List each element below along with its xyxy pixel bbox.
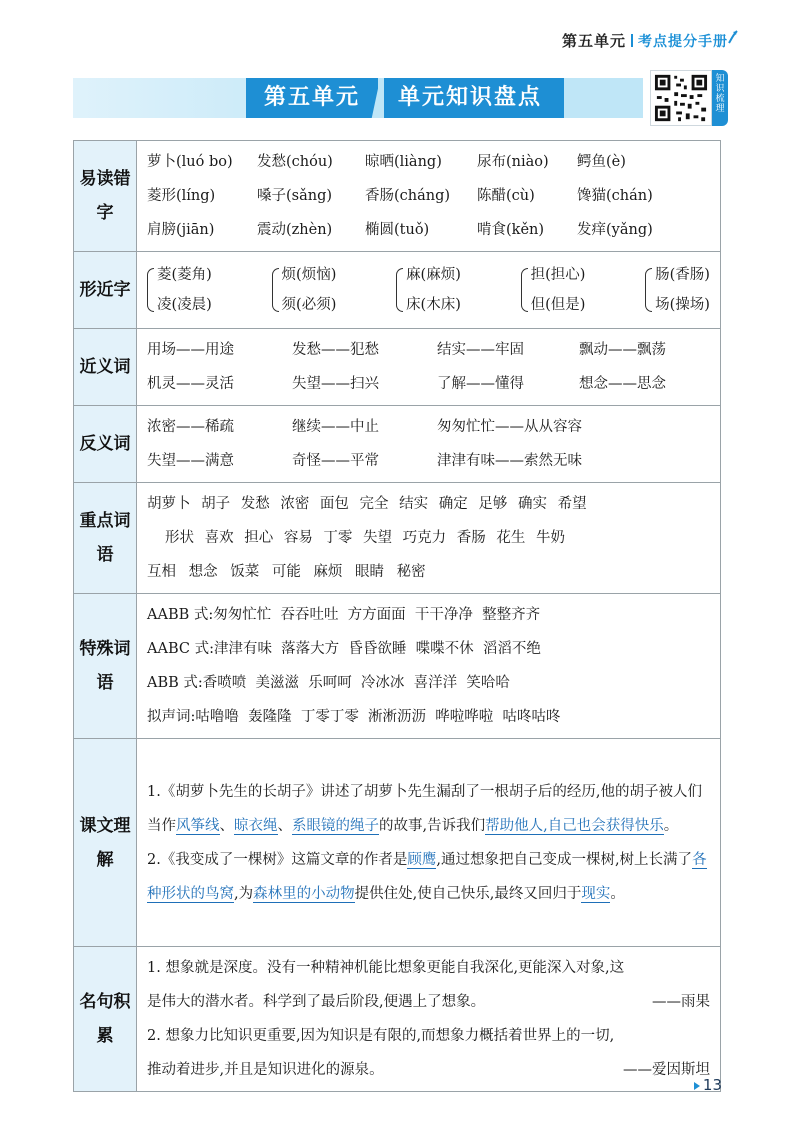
list-item: 想念——思念 [579, 376, 666, 392]
banner-unit: 第五单元 [246, 78, 378, 118]
kewen-paragraph-2: 2.《我变成了一棵树》这篇文章的作者是顾鹰,通过想象把自己变成一棵树,树上长满了各种形状的鸟窝,为森林里的小动物提供住处,使自己快乐,最终又回归于现实。 [147, 851, 707, 902]
row-fanyi [74, 406, 721, 483]
jinyi-line-2 [147, 367, 710, 401]
list-item: 须(必须) [281, 297, 337, 313]
triangle-icon [694, 1082, 700, 1090]
list-item: 萝卜(luó bo) [147, 154, 233, 170]
brace-icon [147, 268, 154, 312]
brace-icon [272, 268, 279, 312]
list-item: 凌(凌晨) [157, 297, 212, 313]
xingjin-pair-5 [645, 260, 710, 320]
content-teshu [137, 594, 721, 739]
row-yidu [74, 141, 721, 252]
list-item: 鳄鱼(è) [577, 154, 626, 170]
list-item: 尿布(niào) [477, 154, 549, 170]
row-xingjin [74, 252, 721, 329]
teshu-line-3: ABB 式:香喷喷 美滋滋 乐呵呵 冷冰冰 喜洋洋 笑哈哈 [147, 675, 510, 691]
qr-code-icon[interactable] [650, 70, 712, 126]
highlight: 晾衣绳 [234, 817, 278, 834]
qr-tag: 知识梳理 [712, 70, 728, 126]
content-yidu [137, 141, 721, 252]
flag-icon [728, 30, 738, 44]
content-xingjin [137, 252, 721, 329]
banner-title: 单元知识盘点 [384, 78, 564, 118]
row-zhongdian [74, 483, 721, 594]
list-item: 担(担心) [530, 267, 586, 283]
list-item: 晾晒(liàng) [365, 154, 442, 170]
highlight: 系眼镜的绳子 [292, 817, 379, 834]
xingjin-pair-3 [396, 260, 461, 320]
label-zhongdian: 重点词语 [74, 483, 137, 594]
yidu-line-2 [147, 179, 710, 213]
list-item: 津津有味——索然无味 [437, 453, 582, 469]
list-item: 场(操场) [655, 297, 710, 313]
jinyi-line-1 [147, 333, 710, 367]
fanyi-line-2 [147, 444, 710, 478]
teshu-line-4: 拟声词:咕噜噜 轰隆隆 丁零丁零 淅淅沥沥 哗啦哗啦 咕咚咕咚 [147, 709, 561, 725]
list-item: 嗓子(sǎng) [257, 188, 333, 204]
teshu-line-1: AABB 式:匆匆忙忙 吞吞吐吐 方方面面 干干净净 整整齐齐 [147, 607, 541, 623]
xingjin-pair-1 [147, 260, 212, 320]
quote-1-line-1: 1. 想象就是深度。没有一种精神机能比想象更能自我深化,更能深入对象,这 [147, 960, 625, 976]
highlight: 风筝线 [176, 817, 220, 834]
running-header-divider [631, 34, 633, 47]
row-teshu [74, 594, 721, 739]
page-number: 13 [694, 1076, 722, 1094]
running-header-unit: 第五单元 [561, 32, 626, 50]
list-item: 菱形(líng) [147, 188, 216, 204]
list-item: 用场——用途 [147, 342, 234, 358]
list-item: 肩膀(jiān) [147, 222, 215, 238]
list-item: 发愁——犯愁 [292, 342, 379, 358]
row-jinyi [74, 329, 721, 406]
list-item: 菱(菱角) [157, 267, 212, 283]
list-item: 失望——满意 [147, 453, 234, 469]
xingjin-pairs [147, 256, 710, 324]
list-item: 结实——牢固 [437, 342, 524, 358]
list-item: 震动(zhèn) [257, 222, 333, 238]
label-xingjin: 形近字 [74, 252, 137, 329]
list-item: 肠(香肠) [655, 267, 710, 283]
content-fanyi [137, 406, 721, 483]
list-item: 香肠(cháng) [365, 188, 451, 204]
knowledge-table [73, 140, 721, 1092]
label-kewen: 课文理解 [74, 739, 137, 947]
content-kewen [137, 739, 721, 947]
brace-icon [645, 268, 652, 312]
quote-author: ——爱因斯坦 [623, 1062, 710, 1078]
list-item: 啃食(kěn) [477, 222, 545, 238]
list-item: 飘动——飘荡 [579, 342, 666, 358]
fanyi-line-1 [147, 410, 710, 444]
list-item: 麻(麻烦) [406, 267, 461, 283]
xingjin-pair-2 [272, 260, 337, 320]
list-item: 床(木床) [406, 297, 461, 313]
label-yidu: 易读错字 [74, 141, 137, 252]
running-header-subtitle: 考点提分手册 [638, 34, 728, 50]
label-jinyi: 近义词 [74, 329, 137, 406]
highlight: 帮助他人,自己也会获得快乐 [485, 817, 664, 834]
zhongdian-line-3: 互相 想念 饭菜 可能 麻烦 眼睛 秘密 [147, 564, 426, 580]
label-mingju: 名句积累 [74, 947, 137, 1092]
row-mingju [74, 947, 721, 1092]
highlight: 森林里的小动物 [253, 885, 355, 902]
zhongdian-line-2: 形状 喜欢 担心 容易 丁零 失望 巧克力 香肠 花生 牛奶 [165, 530, 565, 546]
teshu-line-2: AABC 式:津津有味 落落大方 昏昏欲睡 喋喋不休 滔滔不绝 [147, 641, 541, 657]
list-item: 椭圆(tuǒ) [365, 222, 430, 238]
highlight: 顾鹰 [407, 851, 437, 868]
brace-icon [396, 268, 403, 312]
list-item: 浓密——稀疏 [147, 419, 234, 435]
content-zhongdian [137, 483, 721, 594]
list-item: 机灵——灵活 [147, 376, 234, 392]
list-item: 了解——懂得 [437, 376, 524, 392]
content-jinyi [137, 329, 721, 406]
highlight: 现实 [581, 885, 611, 902]
content-mingju [137, 947, 721, 1092]
label-fanyi: 反义词 [74, 406, 137, 483]
list-item: 继续——中止 [292, 419, 379, 435]
list-item: 陈醋(cù) [477, 188, 535, 204]
running-header [562, 30, 728, 51]
label-teshu: 特殊词语 [74, 594, 137, 739]
list-item: 奇怪——平常 [292, 453, 379, 469]
row-kewen [74, 739, 721, 947]
quote-2-line-1: 2. 想象力比知识更重要,因为知识是有限的,而想象力概括着世界上的一切, [147, 1028, 615, 1044]
kewen-paragraph-1: 1.《胡萝卜先生的长胡子》讲述了胡萝卜先生漏刮了一根胡子后的经历,他的胡子被人们当作风筝线、晾衣绳、系眼镜的绳子的故事,告诉我们帮助他人,自己也会获得快乐。 [147, 783, 702, 834]
yidu-line-3 [147, 213, 710, 247]
quote-1-line-2: 是伟大的潜水者。科学到了最后阶段,便遇上了想象。 ——雨果 [147, 985, 710, 1019]
list-item: 失望——扫兴 [292, 376, 379, 392]
highlight: 各种形状的鸟窝 [147, 851, 707, 902]
list-item: 匆匆忙忙——从从容容 [437, 419, 582, 435]
brace-icon [521, 268, 528, 312]
list-item: 馋猫(chán) [577, 188, 653, 204]
list-item: 但(但是) [530, 297, 586, 313]
list-item: 烦(烦恼) [281, 267, 337, 283]
list-item: 发愁(chóu) [257, 154, 333, 170]
xingjin-pair-4 [521, 260, 586, 320]
quote-2-line-2: 推动着进步,并且是知识进化的源泉。 ——爱因斯坦 [147, 1053, 710, 1087]
quote-author: ——雨果 [652, 994, 710, 1010]
zhongdian-line-1: 胡萝卜 胡子 发愁 浓密 面包 完全 结实 确定 足够 确实 希望 [147, 496, 587, 512]
yidu-line-1 [147, 145, 710, 179]
list-item: 发痒(yǎng) [577, 222, 653, 238]
